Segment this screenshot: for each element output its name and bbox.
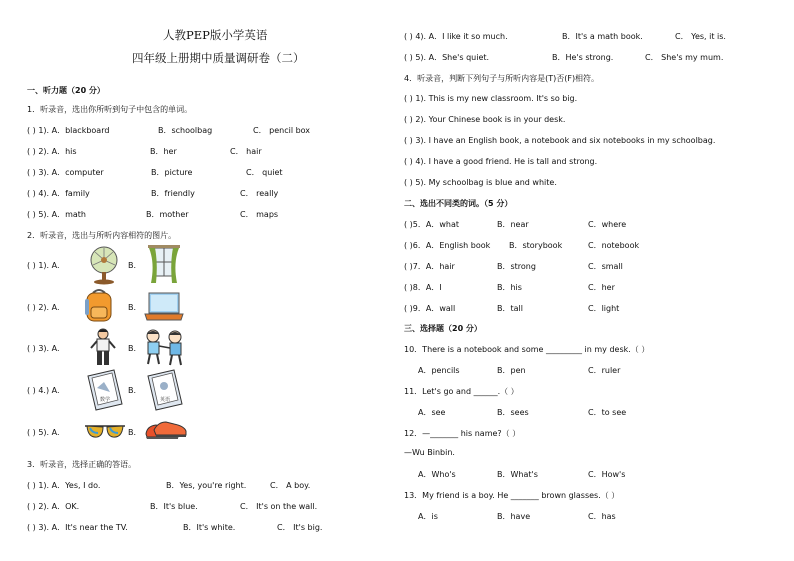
question-stem: 10．There is a notebook and some _________ in my desk.（ ） [404, 345, 650, 354]
option-b: B．It's blue. [150, 502, 198, 511]
option-b: B．sees [497, 408, 529, 417]
question-item: ( ) 4.) A. [27, 386, 60, 395]
option-b: B．near [497, 220, 529, 229]
fan-icon [85, 245, 123, 285]
question-item: ( ) 3). A. [27, 344, 60, 353]
option-b: B．storybook [509, 241, 563, 250]
question-item: ( ) 2). A. [27, 303, 60, 312]
tf-item: ( ) 1). This is my new classroom. It's so big. [404, 94, 578, 103]
question-instruction: 4．听录音，判断下列句子与所听内容是(T)否(F)相符。 [404, 74, 600, 83]
question-stem: 12．—_______ his name?（ ） [404, 429, 521, 438]
svg-text:数学: 数学 [100, 397, 111, 403]
option-c: C． quiet [246, 168, 283, 177]
option-b: B．friendly [151, 189, 195, 198]
section-heading: 一、听力题（20 分） [27, 86, 105, 95]
option-c: C． Yes, it is. [675, 32, 726, 41]
option-b: B. [128, 428, 137, 437]
kids-icon [140, 328, 188, 368]
option-c: C． A boy. [270, 481, 311, 490]
option-c: C． She's my mum. [645, 53, 724, 62]
option-b: B．He's strong. [552, 53, 614, 62]
question-item: ( ) 4). A．family [27, 189, 90, 198]
option-b: B．It's white. [183, 523, 236, 532]
tf-item: ( ) 3). I have an English book, a notebook and six notebooks in my schoolbag. [404, 136, 716, 145]
question-item: ( )7．A．hair [404, 262, 455, 271]
question-stem: 11．Let's go and ______.（ ） [404, 387, 519, 396]
option-c: C．notebook [588, 241, 640, 250]
option-c: C．where [588, 220, 627, 229]
option-c: C． pencil box [253, 126, 311, 135]
question-item: ( ) 4). A．I like it so much. [404, 32, 508, 41]
laptop-icon [143, 290, 185, 324]
option-b: B. [128, 303, 137, 312]
tf-item: ( ) 4). I have a good friend. He is tall and strong. [404, 157, 598, 166]
question-stem: 13．My friend is a boy. He _______ brown glasses.（ ） [404, 491, 620, 500]
option-b: B．pen [497, 366, 526, 375]
option-b: B．tall [497, 304, 523, 313]
option-a: A．Who's [418, 470, 456, 479]
tf-item: ( ) 5). My schoolbag is blue and white. [404, 178, 557, 187]
question-item: ( ) 1). A．blackboard [27, 126, 110, 135]
question-item: ( ) 5). A．She's quiet. [404, 53, 490, 62]
book-icon [144, 368, 186, 412]
option-b: B．strong [497, 262, 536, 271]
page-subtitle: 四年级上册期中质量调研卷（二） [132, 51, 305, 65]
question-item: ( )9．A．wall [404, 304, 456, 313]
option-b: B. [128, 344, 137, 353]
section-heading: 三、选择题（20 分） [404, 324, 482, 333]
option-c: C．small [588, 262, 623, 271]
shoes-icon [144, 418, 188, 444]
option-b: B. [128, 386, 137, 395]
option-c: C．How's [588, 470, 626, 479]
tf-item: ( ) 2). Your Chinese book is in your desk. [404, 115, 566, 124]
question-item: ( ) 1). A．Yes, I do. [27, 481, 101, 490]
option-b: B．picture [151, 168, 193, 177]
option-c: C． It's big. [277, 523, 323, 532]
option-b: B．It's a math book. [562, 32, 643, 41]
option-b: B. [128, 261, 137, 270]
option-c: C． maps [240, 210, 279, 219]
option-b: B．schoolbag [158, 126, 213, 135]
section-heading: 二、选出不同类的词。（5 分） [404, 199, 513, 208]
option-b: B．have [497, 512, 531, 521]
option-b: B．her [150, 147, 177, 156]
question-item: ( ) 5). A．math [27, 210, 86, 219]
svg-text:英语: 英语 [160, 397, 171, 403]
question-item: ( )8．A．I [404, 283, 442, 292]
option-c: C． hair [230, 147, 262, 156]
option-c: C．to see [588, 408, 627, 417]
option-c: C．ruler [588, 366, 621, 375]
option-c: C．has [588, 512, 616, 521]
question-response: —Wu Binbin. [404, 448, 455, 457]
question-item: ( ) 3). A．It's near the TV. [27, 523, 128, 532]
option-a: A．is [418, 512, 438, 521]
question-instruction: 1．听录音，选出你所听到句子中包含的单词。 [27, 105, 193, 114]
option-b: B．mother [146, 210, 189, 219]
question-item: ( ) 5). A. [27, 428, 60, 437]
page-title: 人教PEP版小学英语 [163, 28, 268, 42]
window-curtain-icon [146, 243, 182, 285]
question-instruction: 2．听录音，选出与所听内容相符的图片。 [27, 231, 177, 240]
question-item: ( ) 2). A．OK. [27, 502, 80, 511]
option-b: B．his [497, 283, 522, 292]
option-b: B．Yes, you're right. [166, 481, 247, 490]
question-item: ( )5．A．what [404, 220, 459, 229]
question-item: ( ) 1). A. [27, 261, 60, 270]
option-a: A．pencils [418, 366, 460, 375]
question-item: ( )6．A．English book [404, 241, 491, 250]
question-item: ( ) 2). A．his [27, 147, 77, 156]
option-c: C． really [240, 189, 279, 198]
schoolbag-icon [82, 287, 116, 325]
book-icon [84, 368, 126, 412]
option-c: C．her [588, 283, 615, 292]
question-instruction: 3．听录音，选择正确的答语。 [27, 460, 137, 469]
option-c: C． It's on the wall. [240, 502, 318, 511]
option-b: B．What's [497, 470, 538, 479]
question-item: ( ) 3). A．computer [27, 168, 104, 177]
boy-icon [90, 328, 116, 368]
sunglasses-icon [84, 421, 126, 441]
option-a: A．see [418, 408, 446, 417]
option-c: C．light [588, 304, 620, 313]
